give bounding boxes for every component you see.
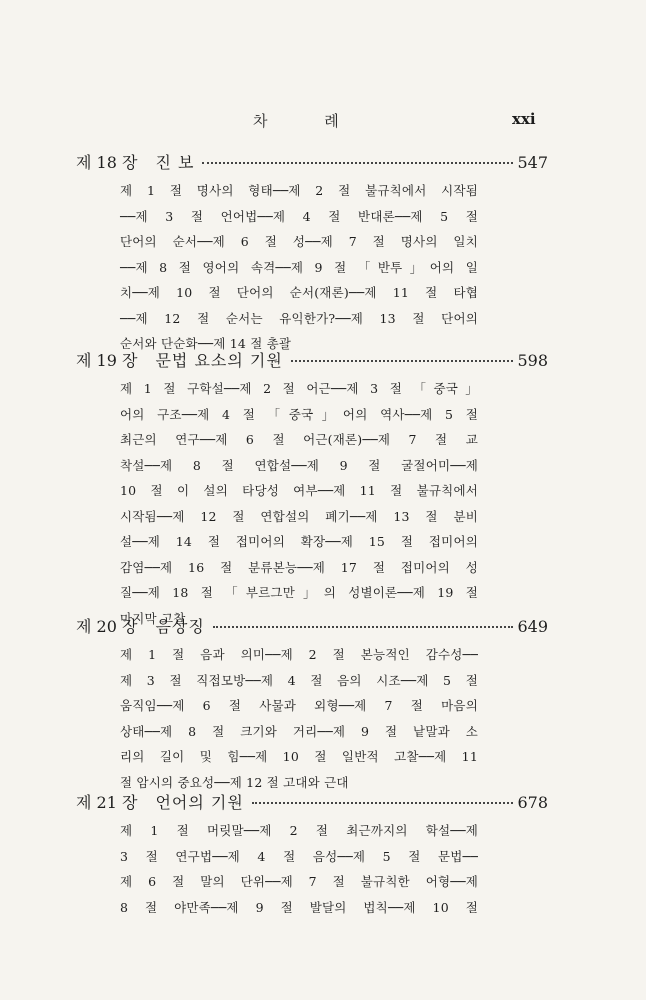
running-title: 차 례	[253, 112, 365, 130]
section-list	[120, 178, 478, 357]
chapter-number: 제 19 장	[76, 351, 138, 370]
section-line: 상태──제 8 절 크기와 거리──제 9 절 낱말과 소	[120, 723, 478, 739]
chapter-title: 언어의 기원	[155, 793, 244, 812]
section-line: 설──제 14 절 접미어의 확장──제 15 절 접미어의	[120, 534, 478, 549]
section-list	[120, 818, 478, 920]
chapter-title: 문법 요소의 기원	[155, 351, 283, 370]
toc-chapter-20	[0, 614, 646, 795]
chapter-heading[interactable]	[76, 614, 548, 640]
toc-chapter-21	[0, 790, 646, 920]
section-line: 단어의 순서──제 6 절 성──제 7 절 명사의 일치	[120, 234, 478, 249]
section-line: 어의 구조──제 4 절 「중국」어의 역사──제 5 절	[120, 406, 478, 422]
section-list	[120, 376, 478, 631]
chapter-page-number: 678	[517, 793, 548, 812]
dot-leader	[202, 162, 513, 164]
chapter-page-number: 649	[517, 617, 548, 636]
section-list	[120, 642, 478, 795]
section-line: 제 1 절 머릿말──제 2 절 최근까지의 학설──제	[120, 823, 478, 838]
running-head	[0, 110, 646, 134]
chapter-number: 제 20 장	[76, 617, 138, 636]
section-line: 질──제 18 절 「부르그만」의 성별이론──제 19 절	[120, 585, 478, 600]
chapter-number: 제 18 장	[76, 153, 138, 172]
dot-leader	[291, 360, 514, 362]
section-line: 움직임──제 6 절 사물과 외형──제 7 절 마음의	[120, 698, 478, 713]
section-line: ──제 3 절 언어법──제 4 절 반대론──제 5 절	[120, 208, 478, 224]
section-line: ──제 8 절 영어의 속격──제 9 절 「반투」어의 일	[120, 259, 478, 275]
chapter-number: 제 21 장	[76, 793, 138, 812]
section-line: 절 암시의 중요성──제 12 절 고대와 근대	[120, 774, 349, 790]
section-line: 시작됨──제 12 절 연합설의 폐기──제 13 절 분비	[120, 508, 478, 524]
toc-chapter-18	[0, 150, 646, 357]
section-line: 3 절 연구법──제 4 절 음성──제 5 절 문법──	[120, 848, 478, 864]
section-line: 제 1 절 명사의 형태──제 2 절 불규칙에서 시작됨	[120, 183, 478, 198]
chapter-title: 진 보	[155, 153, 195, 172]
section-line: 제 6 절 말의 단위──제 7 절 불규칙한 어형──제	[120, 874, 478, 889]
section-line: 감염──제 16 절 분류본능──제 17 절 접미어의 성	[120, 559, 478, 575]
section-line: 8 절 야만족──제 9 절 발달의 법칙──제 10 절	[120, 899, 478, 915]
section-line: 제 1 절 음과 의미──제 2 절 본능적인 감수성──	[120, 647, 478, 662]
section-line: ──제 12 절 순서는 유익한가?──제 13 절 단어의	[120, 310, 478, 326]
chapter-page-number: 598	[517, 351, 548, 370]
chapter-page-number: 547	[517, 153, 548, 172]
section-line: 제 1 절 구학설──제 2 절 어근──제 3 절 「중국」	[120, 381, 478, 396]
section-line: 제 3 절 직접모방──제 4 절 음의 시조──제 5 절	[120, 672, 478, 688]
section-line: 순서와 단순화──제 14 절 총괄	[120, 336, 292, 351]
section-line: 치──제 10 절 단어의 순서(재론)──제 11 절 타협	[120, 285, 478, 300]
section-line: 리의 길이 및 힘──제 10 절 일반적 고찰──제 11	[120, 749, 478, 764]
dot-leader	[252, 802, 514, 804]
page-number: xxi	[512, 110, 536, 128]
chapter-heading[interactable]	[76, 790, 548, 816]
chapter-heading[interactable]	[76, 150, 548, 176]
section-line: 10 절 이 설의 타당성 여부──제 11 절 불규칙에서	[120, 483, 478, 498]
section-line: 최근의 연구──제 6 절 어근(재론)──제 7 절 교	[120, 432, 478, 447]
chapter-title: 음상징	[155, 617, 205, 636]
chapter-heading[interactable]	[76, 348, 548, 374]
dot-leader	[213, 626, 514, 628]
section-line: 마지막 고찰	[120, 610, 186, 626]
toc-chapter-19	[0, 348, 646, 631]
section-line: 착설──제 8 절 연합설──제 9 절 굴절어미──제	[120, 457, 478, 473]
